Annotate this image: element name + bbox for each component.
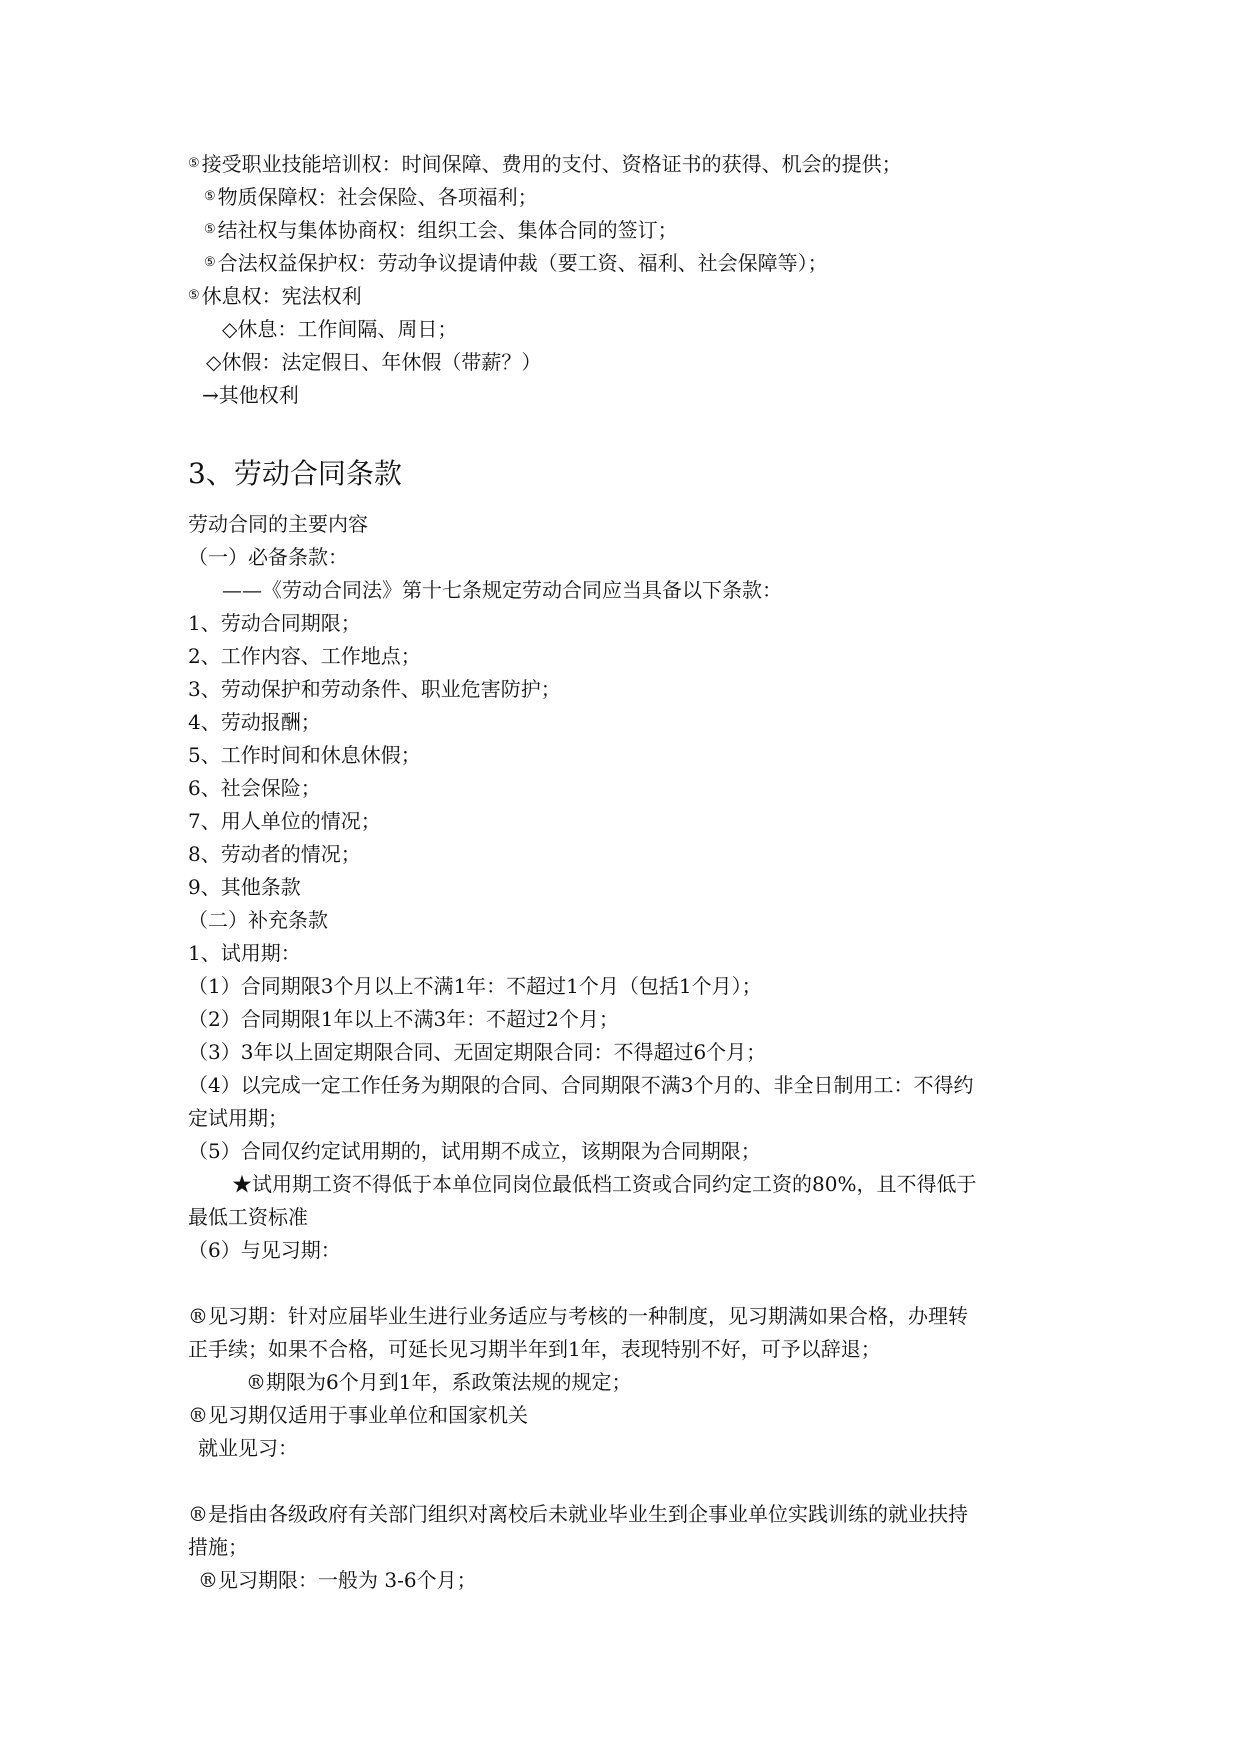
required-item: 2、工作内容、工作地点； (188, 644, 421, 668)
probation-title: 1、试用期： (188, 941, 301, 965)
required-item: 3、劳动保护和劳动条件、职业危害防护； (188, 677, 561, 701)
internship-note: ®期限为6个月到1年，系政策法规的规定； (246, 1370, 632, 1394)
probation-item: （4）以完成一定工作任务为期限的合同、合同期限不满3个月的、非全日制用工：不得约 (188, 1073, 974, 1097)
required-item: 6、社会保险； (188, 776, 321, 800)
section-heading: 3、劳动合同条款 (188, 457, 402, 490)
right-material-text: 物质保障权：社会保险、各项福利； (217, 185, 538, 209)
right-rest (188, 282, 362, 310)
circled-number-marker: ⑤ (188, 156, 200, 171)
right-training (188, 150, 902, 178)
section-intro: 劳动合同的主要内容 (188, 512, 368, 536)
right-material (204, 183, 538, 211)
circled-number-marker: ⑤ (204, 222, 216, 237)
internship-note-continued: 正手续；如果不合格，可延长见习期半年到1年，表现特别不好，可予以辞退； (188, 1337, 881, 1361)
rest-sub-item: ◇休息：工作间隔、周日； (222, 317, 458, 341)
right-legal-text: 合法权益保护权：劳动争议提请仲裁（要工资、福利、社会保障等）； (217, 251, 828, 275)
required-item: 7、用人单位的情况； (188, 809, 381, 833)
law-reference: ——《劳动合同法》第十七条规定劳动合同应当具备以下条款： (222, 578, 782, 602)
probation-item-continued: 定试用期； (188, 1106, 288, 1130)
internship-title: （6）与见习期： (188, 1238, 341, 1262)
right-training-text: 接受职业技能培训权：时间保障、费用的支付、资格证书的获得、机会的提供； (201, 152, 902, 176)
right-legal (204, 249, 828, 277)
employment-internship-title: 就业见习： (198, 1436, 298, 1460)
right-association-text: 结社权与集体协商权：组织工会、集体合同的签订； (217, 218, 678, 242)
probation-item: （1）合同期限3个月以上不满1年：不超过1个月（包括1个月）； (188, 974, 762, 998)
employment-note-continued: 措施； (188, 1535, 248, 1559)
wage-note: ★试用期工资不得低于本单位同岗位最低档工资或合同约定工资的80%，且不得低于 (232, 1172, 977, 1196)
probation-item: （5）合同仅约定试用期的，试用期不成立，该期限为合同期限； (188, 1139, 761, 1163)
required-item: 5、工作时间和休息休假； (188, 743, 421, 767)
probation-item: （2）合同期限1年以上不满3年：不超过2个月； (188, 1007, 619, 1031)
employment-note: ®见习期限：一般为 3-6个月； (198, 1568, 477, 1592)
circled-number-marker: ⑤ (188, 288, 200, 303)
required-item: 4、劳动报酬； (188, 710, 321, 734)
right-association (204, 216, 678, 244)
probation-item: （3）3年以上固定期限合同、无固定期限合同：不得超过6个月； (188, 1040, 767, 1064)
right-rest-text: 休息权：宪法权利 (201, 284, 362, 308)
supplement-clauses-title: （二）补充条款 (188, 908, 328, 932)
required-item: 9、其他条款 (188, 875, 301, 899)
circled-number-marker: ⑤ (204, 189, 216, 204)
internship-note: ®见习期仅适用于事业单位和国家机关 (188, 1403, 528, 1427)
internship-note: ®见习期：针对应届毕业生进行业务适应与考核的一种制度，见习期满如果合格，办理转 (188, 1304, 968, 1328)
employment-note: ®是指由各级政府有关部门组织对离校后未就业毕业生到企事业单位实践训练的就业扶持 (188, 1502, 968, 1526)
required-item: 1、劳动合同期限； (188, 611, 361, 635)
circled-number-marker: ⑤ (204, 255, 216, 270)
wage-note-continued: 最低工资标准 (188, 1205, 308, 1229)
rest-sub-item: ◇休假：法定假日、年休假（带薪？） (206, 350, 542, 374)
required-clauses-title: （一）必备条款： (188, 545, 348, 569)
required-item: 8、劳动者的情况； (188, 842, 361, 866)
other-rights: →其他权利 (202, 383, 299, 407)
